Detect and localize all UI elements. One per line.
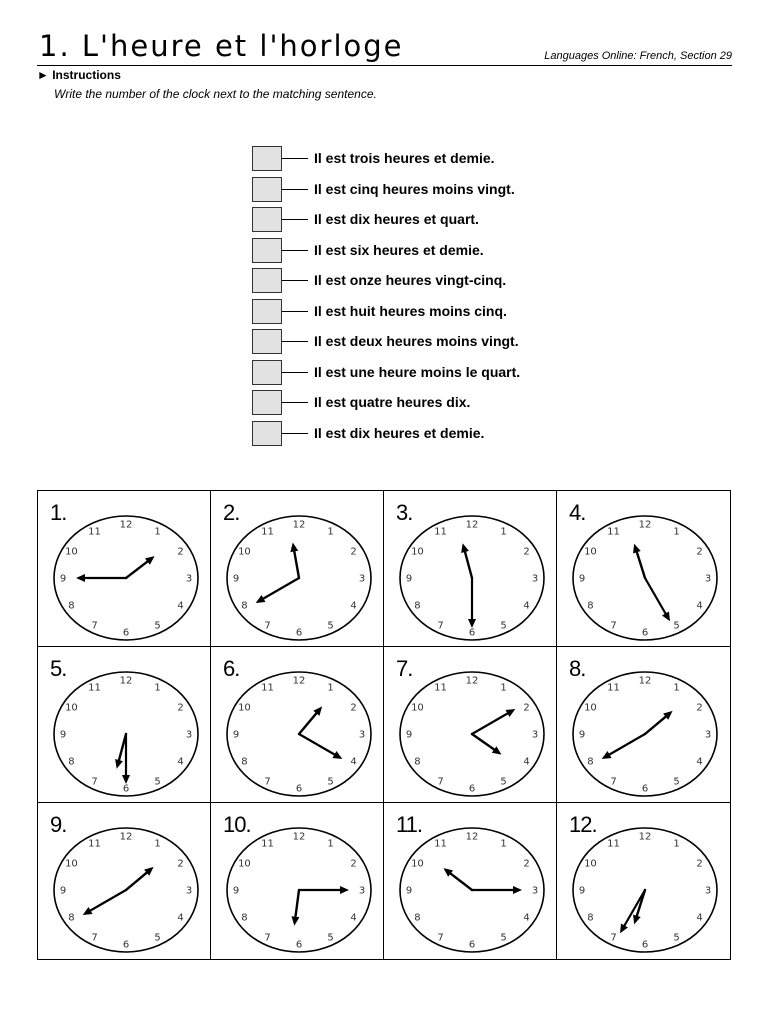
- answer-box[interactable]: [252, 329, 282, 354]
- clock-number: 7.: [396, 656, 413, 681]
- dial-number: 10: [411, 546, 424, 558]
- sentence-row: [252, 421, 572, 447]
- dial-number: 5: [673, 776, 680, 788]
- dial-number: 3: [704, 885, 712, 897]
- clock-cell: [384, 803, 557, 959]
- dial-number: 10: [65, 702, 78, 714]
- clock-number: 8.: [569, 656, 586, 681]
- dial-number: 5: [154, 620, 161, 632]
- dial-number: 11: [434, 682, 447, 694]
- dial-number: 12: [292, 831, 306, 843]
- dial-number: 2: [350, 702, 357, 714]
- dial-number: 2: [696, 702, 703, 714]
- dial-number: 6: [122, 627, 130, 639]
- answer-box[interactable]: [252, 421, 282, 446]
- clock-face: [397, 509, 547, 644]
- connector-line: [282, 280, 308, 281]
- minute-hand: [256, 578, 299, 603]
- clock-cell: [557, 491, 730, 647]
- dial-number: 6: [641, 939, 649, 951]
- dial-number: 8: [68, 756, 75, 768]
- dial-number: 11: [261, 838, 274, 850]
- clock-face: [224, 821, 374, 956]
- dial-number: 1: [500, 838, 507, 850]
- clock-number: 4.: [569, 500, 586, 525]
- dial-number: 10: [65, 546, 78, 558]
- dial-number: 11: [88, 526, 101, 538]
- dial-number: 7: [91, 620, 98, 632]
- clock-cell: [38, 647, 211, 803]
- dial-number: 10: [238, 702, 251, 714]
- connector-line: [282, 372, 308, 373]
- dial-number: 10: [65, 858, 78, 870]
- dial-number: 9: [59, 573, 67, 585]
- clock-number: 12.: [569, 812, 597, 837]
- sentence-row: [252, 390, 572, 416]
- answer-box[interactable]: [252, 177, 282, 202]
- dial-number: 4: [350, 600, 357, 612]
- dial-number: 3: [358, 573, 366, 585]
- connector-line: [282, 433, 308, 434]
- dial-number: 12: [292, 519, 306, 531]
- dial-number: 1: [154, 682, 161, 694]
- dial-number: 7: [610, 932, 617, 944]
- dial-number: 4: [523, 600, 530, 612]
- dial-number: 4: [523, 912, 530, 924]
- dial-number: 8: [587, 912, 594, 924]
- clock-number: 6.: [223, 656, 240, 681]
- dial-number: 1: [327, 682, 334, 694]
- minute-hand: [299, 886, 349, 894]
- dial-number: 1: [673, 526, 680, 538]
- dial-number: 5: [327, 776, 334, 788]
- dial-number: 10: [238, 546, 251, 558]
- sentence-text: Il est quatre heures dix.: [314, 394, 471, 410]
- dial-number: 7: [610, 620, 617, 632]
- hour-hand: [472, 734, 501, 755]
- sentence-text: Il est trois heures et demie.: [314, 150, 495, 166]
- clock-number: 10.: [223, 812, 251, 837]
- dial-number: 9: [232, 885, 240, 897]
- connector-line: [282, 219, 308, 220]
- clock-cell: [557, 647, 730, 803]
- hour-hand: [126, 867, 154, 890]
- source-credit: Languages Online: French, Section 29: [544, 50, 732, 62]
- dial-number: 12: [638, 831, 652, 843]
- dial-number: 8: [68, 600, 75, 612]
- dial-number: 9: [405, 885, 413, 897]
- instructions-text: Write the number of the clock next to the matching sentence.: [54, 87, 377, 101]
- hour-hand: [645, 711, 673, 734]
- dial-number: 8: [587, 600, 594, 612]
- dial-number: 1: [673, 682, 680, 694]
- dial-number: 3: [185, 885, 193, 897]
- clock-face: [570, 509, 720, 644]
- clock-cell: [211, 647, 384, 803]
- connector-line: [282, 341, 308, 342]
- dial-number: 8: [414, 756, 421, 768]
- clock-grid: [37, 490, 731, 960]
- clock-face: [397, 665, 547, 800]
- dial-number: 3: [185, 573, 193, 585]
- clock-number: 5.: [50, 656, 67, 681]
- dial-number: 8: [414, 912, 421, 924]
- dial-number: 12: [638, 675, 652, 687]
- dial-number: 3: [358, 729, 366, 741]
- dial-number: 8: [414, 600, 421, 612]
- dial-number: 7: [437, 932, 444, 944]
- clock-number: 3.: [396, 500, 413, 525]
- clock-number: 9.: [50, 812, 67, 837]
- sentence-text: Il est huit heures moins cinq.: [314, 302, 507, 319]
- dial-number: 9: [405, 573, 413, 585]
- clock-face: [570, 821, 720, 956]
- connector-line: [282, 311, 308, 312]
- hour-hand: [290, 543, 299, 578]
- dial-number: 2: [696, 546, 703, 558]
- dial-number: 6: [468, 783, 476, 795]
- dial-number: 11: [88, 838, 101, 850]
- clock-cell: [38, 803, 211, 959]
- answer-box[interactable]: [252, 390, 282, 415]
- dial-number: 12: [465, 831, 479, 843]
- dial-number: 6: [468, 939, 476, 951]
- minute-hand: [645, 578, 670, 621]
- dial-number: 4: [350, 912, 357, 924]
- dial-number: 12: [465, 675, 479, 687]
- dial-number: 2: [350, 546, 357, 558]
- dial-number: 12: [119, 519, 133, 531]
- answer-box[interactable]: [252, 207, 282, 232]
- dial-number: 12: [465, 519, 479, 531]
- dial-number: 1: [500, 526, 507, 538]
- dial-number: 8: [68, 912, 75, 924]
- dial-number: 5: [500, 620, 507, 632]
- minute-hand: [83, 890, 126, 915]
- clock-face: [51, 509, 201, 644]
- clock-face: [224, 509, 374, 644]
- dial-number: 5: [500, 776, 507, 788]
- answer-box[interactable]: [252, 146, 282, 171]
- dial-number: 2: [696, 858, 703, 870]
- dial-number: 3: [704, 573, 712, 585]
- answer-box[interactable]: [252, 268, 282, 293]
- clock-face: [224, 665, 374, 800]
- sentence-text: Il est six heures et demie.: [314, 241, 484, 258]
- dial-number: 5: [673, 932, 680, 944]
- dial-number: 6: [468, 627, 476, 639]
- sentence-row: [252, 299, 572, 325]
- dial-number: 9: [59, 885, 67, 897]
- dial-number: 7: [264, 932, 271, 944]
- dial-number: 5: [327, 932, 334, 944]
- answer-box[interactable]: [252, 360, 282, 385]
- dial-number: 4: [350, 756, 357, 768]
- dial-number: 9: [578, 573, 586, 585]
- dial-number: 6: [641, 783, 649, 795]
- clock-cell: [384, 647, 557, 803]
- dial-number: 5: [500, 932, 507, 944]
- dial-number: 10: [238, 858, 251, 870]
- dial-number: 11: [88, 682, 101, 694]
- dial-number: 7: [91, 776, 98, 788]
- hour-hand: [299, 706, 322, 734]
- dial-number: 2: [523, 702, 530, 714]
- clock-face: [397, 821, 547, 956]
- minute-hand: [468, 578, 476, 628]
- dial-number: 10: [584, 546, 597, 558]
- dial-number: 7: [437, 620, 444, 632]
- clock-face: [51, 665, 201, 800]
- connector-line: [282, 189, 308, 190]
- sentence-row: [252, 268, 572, 294]
- dial-number: 9: [405, 729, 413, 741]
- hour-hand: [292, 890, 300, 926]
- dial-number: 9: [59, 729, 67, 741]
- dial-number: 11: [261, 526, 274, 538]
- dial-number: 1: [673, 838, 680, 850]
- dial-number: 3: [531, 729, 539, 741]
- dial-number: 10: [411, 702, 424, 714]
- dial-number: 12: [638, 519, 652, 531]
- dial-number: 1: [500, 682, 507, 694]
- clock-number: 2.: [223, 500, 240, 525]
- sentence-text: Il est une heure moins le quart.: [314, 363, 521, 380]
- sentence-text: Il est cinq heures moins vingt.: [314, 180, 515, 197]
- dial-number: 11: [261, 682, 274, 694]
- dial-number: 2: [177, 702, 184, 714]
- clock-face: [570, 665, 720, 800]
- minute-hand: [472, 709, 515, 734]
- dial-number: 4: [177, 912, 184, 924]
- answer-box[interactable]: [252, 238, 282, 263]
- sentence-row: [252, 238, 572, 264]
- dial-number: 7: [264, 620, 271, 632]
- clock-number: 11.: [396, 812, 422, 837]
- sentence-row: [252, 207, 572, 233]
- sentence-row: [252, 177, 572, 203]
- dial-number: 11: [434, 526, 447, 538]
- dial-number: 10: [584, 702, 597, 714]
- dial-number: 5: [154, 776, 161, 788]
- dial-number: 11: [607, 682, 620, 694]
- dial-number: 7: [437, 776, 444, 788]
- dial-number: 5: [673, 620, 680, 632]
- dial-number: 4: [177, 756, 184, 768]
- dial-number: 7: [610, 776, 617, 788]
- dial-number: 3: [531, 885, 539, 897]
- dial-number: 8: [241, 912, 248, 924]
- dial-number: 7: [91, 932, 98, 944]
- sentence-text: Il est onze heures vingt-cinq.: [314, 272, 507, 288]
- dial-number: 2: [523, 858, 530, 870]
- dial-number: 4: [523, 756, 530, 768]
- hour-hand: [443, 868, 472, 890]
- dial-number: 5: [327, 620, 334, 632]
- page-title: 1. L'heure et l'horloge: [39, 29, 404, 63]
- dial-number: 11: [607, 526, 620, 538]
- dial-number: 1: [327, 838, 334, 850]
- dial-number: 2: [350, 858, 357, 870]
- dial-number: 4: [696, 600, 703, 612]
- dial-number: 6: [641, 627, 649, 639]
- dial-number: 1: [154, 838, 161, 850]
- dial-number: 6: [295, 627, 303, 639]
- connector-line: [282, 250, 308, 251]
- minute-hand: [76, 574, 126, 582]
- answer-box[interactable]: [252, 299, 282, 324]
- dial-number: 4: [696, 912, 703, 924]
- dial-number: 8: [587, 756, 594, 768]
- dial-number: 3: [185, 729, 193, 741]
- dial-number: 9: [578, 729, 586, 741]
- sentence-text: Il est dix heures et quart.: [314, 211, 479, 227]
- dial-number: 11: [434, 838, 447, 850]
- dial-number: 9: [578, 885, 586, 897]
- dial-number: 4: [177, 600, 184, 612]
- dial-number: 12: [292, 675, 306, 687]
- minute-hand: [620, 890, 645, 933]
- clock-cell: [211, 803, 384, 959]
- sentence-row: [252, 360, 572, 386]
- sentence-text: Il est deux heures moins vingt.: [314, 333, 519, 349]
- dial-number: 7: [264, 776, 271, 788]
- dial-number: 6: [122, 783, 130, 795]
- dial-number: 6: [295, 939, 303, 951]
- minute-hand: [602, 734, 645, 759]
- dial-number: 2: [523, 546, 530, 558]
- dial-number: 9: [232, 729, 240, 741]
- instructions-heading: ► Instructions: [37, 68, 121, 82]
- dial-number: 1: [154, 526, 161, 538]
- hour-hand: [115, 734, 126, 769]
- dial-number: 6: [122, 939, 130, 951]
- dial-number: 3: [358, 885, 366, 897]
- header-rule: [37, 65, 732, 66]
- dial-number: 12: [119, 831, 133, 843]
- dial-number: 10: [584, 858, 597, 870]
- dial-number: 6: [295, 783, 303, 795]
- dial-number: 11: [607, 838, 620, 850]
- dial-number: 8: [241, 756, 248, 768]
- hour-hand: [633, 544, 645, 578]
- clock-number: 1.: [50, 500, 67, 525]
- dial-number: 4: [696, 756, 703, 768]
- clock-cell: [38, 491, 211, 647]
- hour-hand: [461, 543, 472, 578]
- dial-number: 3: [704, 729, 712, 741]
- clock-face: [51, 821, 201, 956]
- clock-cell: [211, 491, 384, 647]
- minute-hand: [299, 734, 342, 759]
- dial-number: 9: [232, 573, 240, 585]
- dial-number: 10: [411, 858, 424, 870]
- connector-line: [282, 158, 308, 159]
- dial-number: 1: [327, 526, 334, 538]
- dial-number: 8: [241, 600, 248, 612]
- connector-line: [282, 402, 308, 403]
- sentence-row: [252, 146, 572, 172]
- dial-number: 12: [119, 675, 133, 687]
- hour-hand: [126, 556, 155, 578]
- dial-number: 3: [531, 573, 539, 585]
- dial-number: 2: [177, 546, 184, 558]
- dial-number: 2: [177, 858, 184, 870]
- minute-hand: [472, 886, 522, 894]
- dial-number: 5: [154, 932, 161, 944]
- clock-cell: [557, 803, 730, 959]
- sentence-text: Il est dix heures et demie.: [314, 424, 485, 441]
- sentence-row: [252, 329, 572, 355]
- clock-cell: [384, 491, 557, 647]
